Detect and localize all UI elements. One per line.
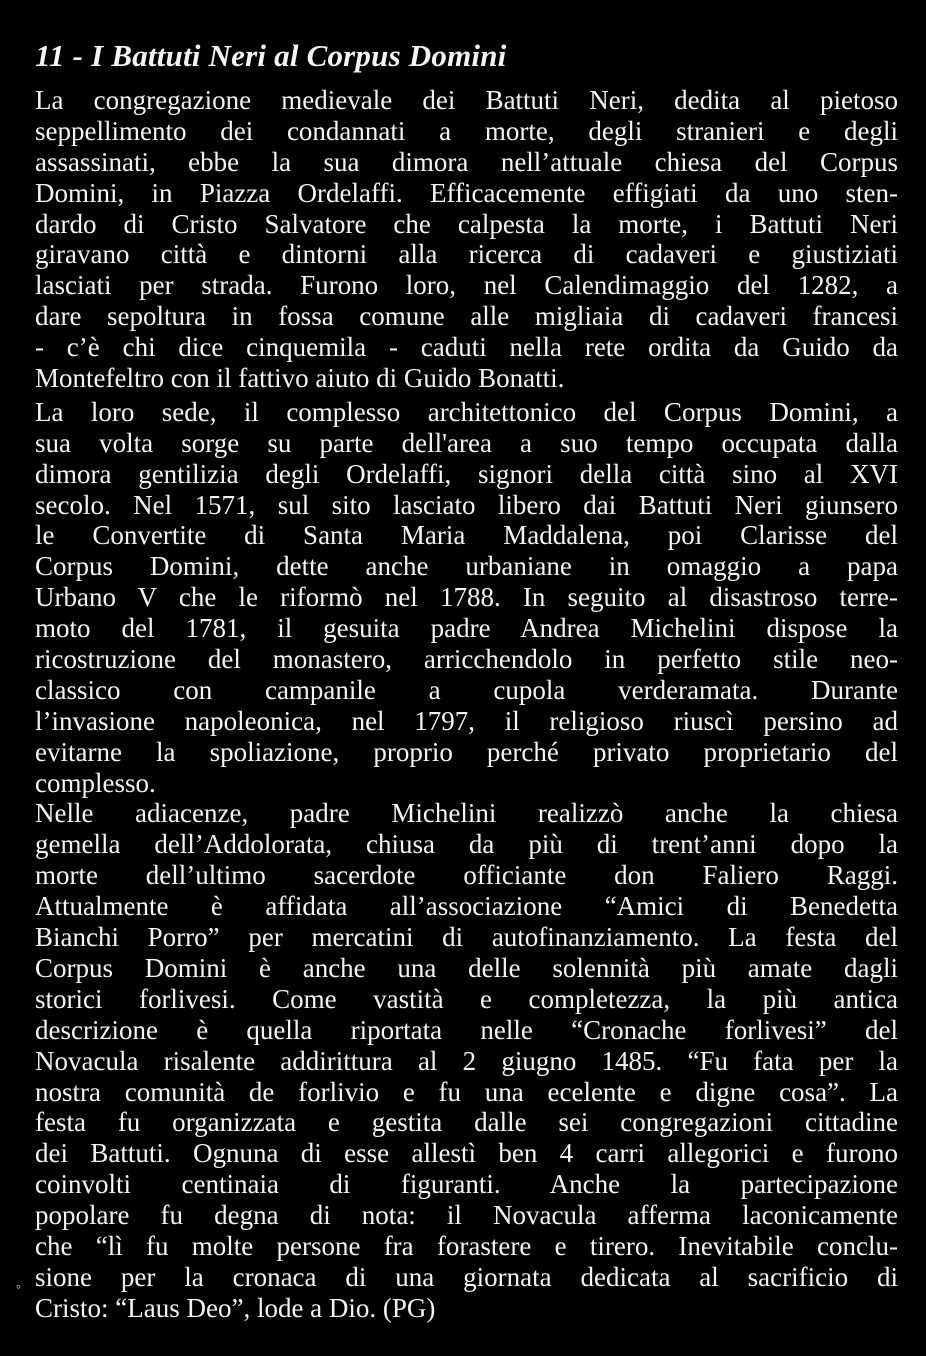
text-line: evitarne la spoliazione, proprio perché privato proprietario del xyxy=(35,736,898,767)
text-line: storici forlivesi. Come vastità e completezza, la più antica xyxy=(35,983,898,1014)
paragraph-3 xyxy=(35,798,898,1323)
text-line: complesso. xyxy=(35,767,156,798)
text-line: moto del 1781, il gesuita padre Andrea Michelini dispose la xyxy=(35,613,898,644)
text-line: Domini, in Piazza Ordelaffi. Efficacemente effigiati da uno sten- xyxy=(35,177,898,208)
text-line: che “lì fu molte persone fra forastere e tirero. Inevitabile conclu- xyxy=(35,1230,898,1261)
text-line: La congregazione medievale dei Battuti Neri, dedita al pietoso xyxy=(35,85,898,115)
text-line: Novacula risalente addirittura al 2 giugno 1485. “Fu fata per la xyxy=(35,1045,898,1076)
margin-mark: ° xyxy=(16,1282,21,1296)
text-line: Nelle adiacenze, padre Michelini realizzò anche la chiesa xyxy=(35,798,898,829)
text-line: le Convertite di Santa Maria Maddalena, poi Clarisse del xyxy=(35,520,898,551)
text-line: lasciati per strada. Furono loro, nel Calendimaggio del 1282, a xyxy=(35,270,898,301)
text-line: sua volta sorge su parte dell'area a suo tempo occupata dalla xyxy=(35,427,898,458)
text-line: morte dell’ultimo sacerdote officiante don Faliero Raggi. xyxy=(35,860,898,891)
text-line: dare sepoltura in fossa comune alle migliaia di cadaveri francesi xyxy=(35,301,898,332)
text-line: Urbano V che le riformò nel 1788. In seguito al disastroso terre- xyxy=(35,582,898,613)
text-line: assassinati, ebbe la sua dimora nell’attuale chiesa del Corpus xyxy=(35,146,898,177)
text-line: dimora gentilizia degli Ordelaffi, signori della città sino al XVI xyxy=(35,458,898,489)
text-line: popolare fu degna di nota: il Novacula afferma laconicamente xyxy=(35,1200,898,1231)
text-line: Corpus Domini è anche una delle solennità più amate dagli xyxy=(35,952,898,983)
text-line: seppellimento dei condannati a morte, degli stranieri e degli xyxy=(35,115,898,146)
text-line: classico con campanile a cupola verderamata. Durante xyxy=(35,674,898,705)
text-line: coinvolti centinaia di figuranti. Anche la partecipazione xyxy=(35,1169,898,1200)
paragraph-2 xyxy=(35,397,898,799)
article-body xyxy=(35,85,898,1324)
text-line: Montefeltro con il fattivo aiuto di Guido Bonatti. xyxy=(35,363,565,394)
text-line: Cristo: “Laus Deo”, lode a Dio. (PG) xyxy=(35,1292,436,1323)
paragraph-1 xyxy=(35,85,898,394)
text-line: Attualmente è affidata all’associazione “Amici di Benedetta xyxy=(35,891,898,922)
text-line: l’invasione napoleonica, nel 1797, il religioso riuscì persino ad xyxy=(35,705,898,736)
text-line: descrizione è quella riportata nelle “Cronache forlivesi” del xyxy=(35,1014,898,1045)
article-title: 11 - I Battuti Neri al Corpus Domini xyxy=(35,37,507,73)
text-line: nostra comunità de forlivio e fu una ecelente e digne cosa”. La xyxy=(35,1076,898,1107)
text-line: gemella dell’Addolorata, chiusa da più di trent’anni dopo la xyxy=(35,829,898,860)
text-line: festa fu organizzata e gestita dalle sei congregazioni cittadine xyxy=(35,1107,898,1138)
text-line: Corpus Domini, dette anche urbaniane in omaggio a papa xyxy=(35,551,898,582)
text-line: - c’è chi dice cinquemila - caduti nella rete ordita da Guido da xyxy=(35,332,898,363)
text-line: dei Battuti. Ognuna di esse allestì ben 4 carri allegorici e furono xyxy=(35,1138,898,1169)
text-line: ricostruzione del monastero, arricchendolo in perfetto stile neo- xyxy=(35,644,898,675)
text-line: La loro sede, il complesso architettonico del Corpus Domini, a xyxy=(35,396,898,427)
text-line: sione per la cronaca di una giornata dedicata al sacrificio di xyxy=(35,1261,898,1292)
text-line: giravano città e dintorni alla ricerca di cadaveri e giustiziati xyxy=(35,239,898,270)
text-line: dardo di Cristo Salvatore che calpesta la morte, i Battuti Neri xyxy=(35,208,898,239)
text-line: secolo. Nel 1571, sul sito lasciato libero dai Battuti Neri giunsero xyxy=(35,489,898,520)
text-line: Bianchi Porro” per mercatini di autofinanziamento. La festa del xyxy=(35,922,898,953)
